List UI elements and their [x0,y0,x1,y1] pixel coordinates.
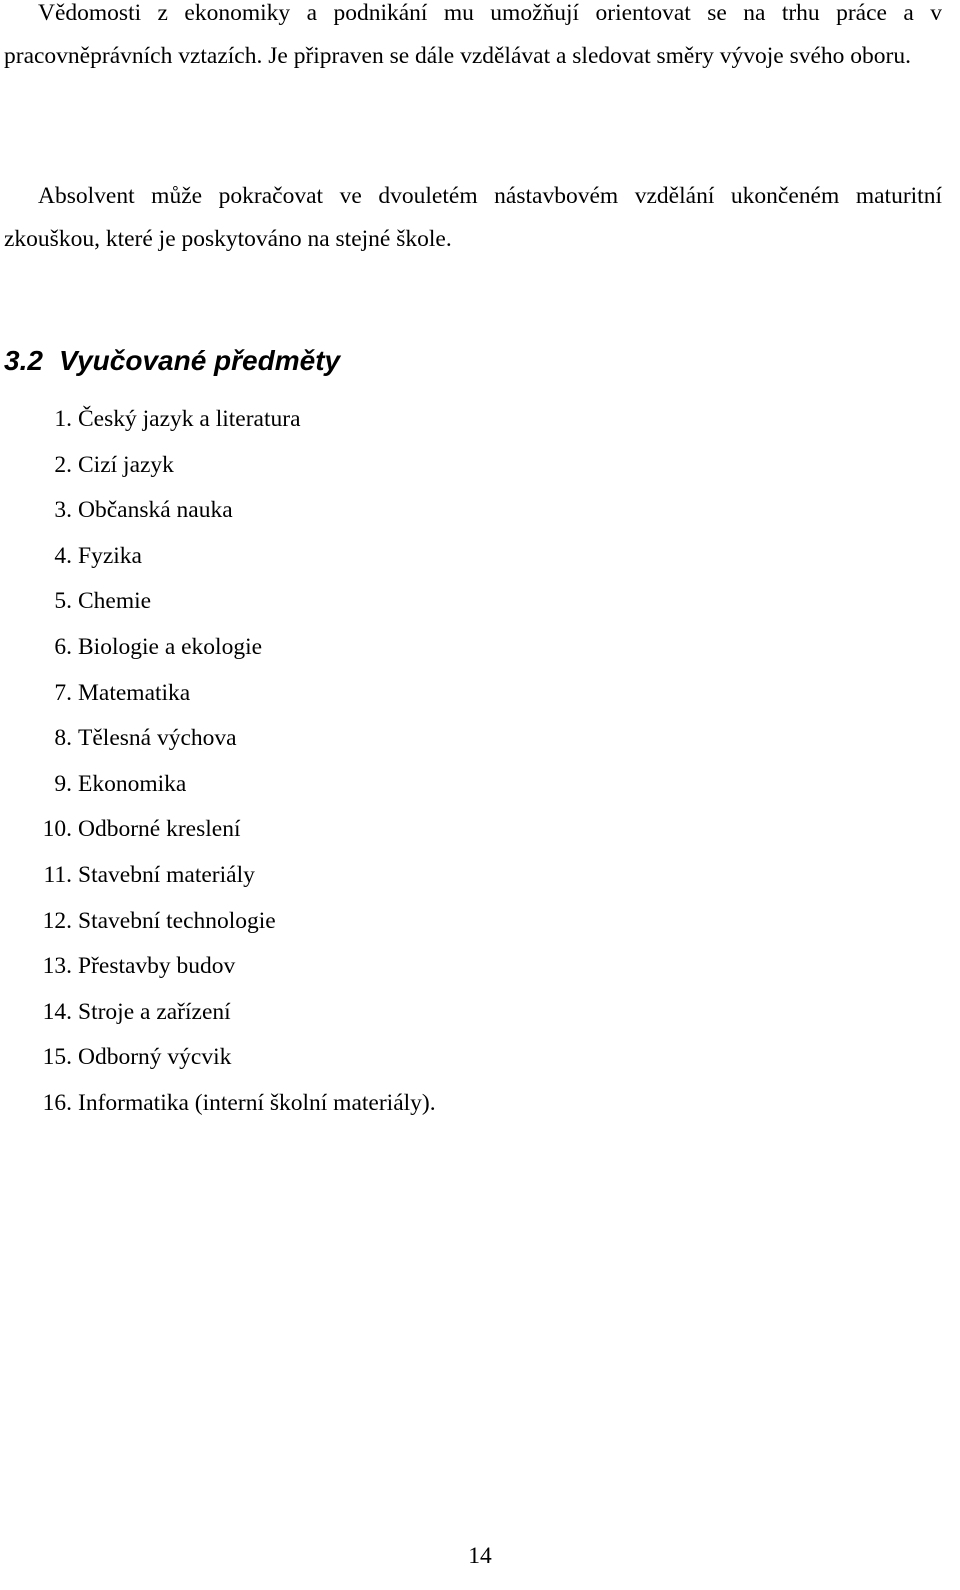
list-item-number: 14. [42,998,72,1025]
list-item-number: 5. [54,588,72,615]
list-item-text: Informatika (interní školní materiály). [78,1089,436,1116]
paragraph-further-study: Absolvent může pokračovat ve dvouletém nástavbovém vzdělání ukončeném maturitní zkouškou, které je poskytováno na stejné škole. [4,183,942,252]
list-item [0,944,436,990]
list-item-text: Matematika [78,679,191,706]
list-item-number: 12. [42,907,72,934]
list-item-text: Stroje a zařízení [78,998,231,1025]
page-number: 14 [468,1543,492,1569]
list-item [0,990,436,1036]
subject-list [0,397,436,1127]
list-item-text: Stavební technologie [78,907,276,934]
list-item [0,671,436,717]
list-item-number: 15. [42,1044,72,1071]
list-item-text: Tělesná výchova [78,725,237,752]
list-item [0,1035,436,1081]
list-item-text: Občanská nauka [78,497,233,524]
list-item [0,899,436,945]
list-item [0,488,436,534]
list-item-text: Český jazyk a literatura [78,406,301,432]
list-item [0,853,436,899]
list-item-text: Odborný výcvik [78,1044,232,1071]
list-item [0,443,436,489]
list-item [0,625,436,671]
list-item-text: Přestavby budov [78,953,236,980]
list-item-text: Ekonomika [78,770,187,797]
list-item-number: 8. [54,725,72,752]
list-item-text: Chemie [78,588,152,615]
list-item-number: 1. [54,406,72,432]
list-item [0,397,436,443]
list-item-number: 6. [54,633,72,660]
paragraph-economics-knowledge: Vědomosti z ekonomiky a podnikání mu umožňují orientovat se na trhu práce a v pracovněprávních vztazích. Je připraven se dále vzdělávat a sledovat směry vývoje svého oboru. [4,0,942,69]
section-number: 3.2 [4,345,43,376]
section-heading [4,341,340,381]
list-item-number: 10. [42,816,72,843]
list-item-text: Biologie a ekologie [78,633,263,660]
list-item-number: 4. [54,542,72,569]
list-item-text: Odborné kreslení [78,816,241,843]
list-item [0,534,436,580]
list-item [0,579,436,625]
list-item-number: 9. [54,770,72,797]
list-item [0,716,436,762]
list-item-number: 3. [54,497,72,524]
list-item-text: Stavební materiály [78,861,255,888]
list-item-number: 16. [42,1089,72,1116]
list-item-number: 7. [54,679,72,706]
list-item-number: 11. [43,861,72,888]
section-title: Vyučované předměty [58,345,341,376]
list-item [0,762,436,808]
list-item-text: Cizí jazyk [78,451,174,478]
list-item-number: 2. [54,451,72,478]
list-item [0,807,436,853]
list-item-text: Fyzika [78,542,142,569]
list-item [0,1081,436,1127]
list-item-number: 13. [42,953,72,980]
